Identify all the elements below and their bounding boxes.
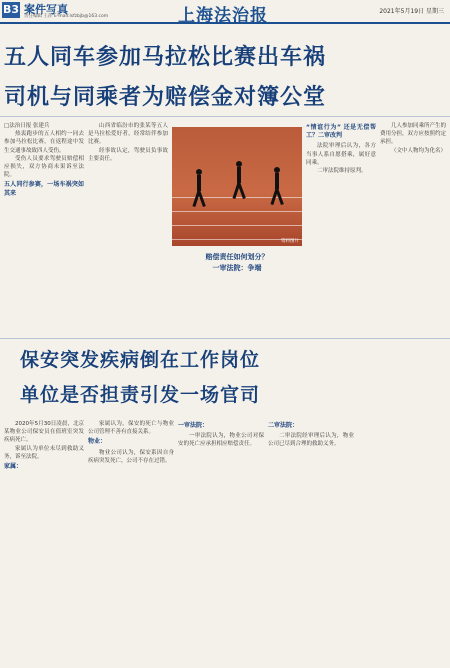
article1-subhead-2: 赔偿责任如何划分？ — [205, 253, 269, 261]
paragraph: 二审法院维持原判。 — [317, 168, 367, 175]
paragraph: 2020年5月30日凌晨，北京某物业公司保安员在值班室突发疾病死亡。 — [4, 421, 84, 444]
article1-column-2 — [88, 122, 168, 332]
paragraph: 经事故认定，驾驶员负事故主要责任。 — [88, 147, 168, 162]
dateline: 2021年5月19日 星期三 — [379, 8, 444, 15]
paragraph: 热衷跑步的五人相约一同去参加马拉松比赛，在返程途中发生交通事故致四人受伤。 — [4, 131, 84, 154]
section-editor-line: 责任编辑 王萍 E-mail:lsfzbjb@163.com — [24, 14, 109, 19]
runner-silhouette-icon — [270, 167, 284, 205]
divider — [0, 338, 450, 339]
paragraph: 几人参加同乘所产生的费用分担，双方应按照约定承担。 — [380, 123, 446, 146]
runner-silhouette-icon — [232, 161, 246, 199]
section-number: B3 — [2, 3, 20, 16]
article2-column-2 — [88, 420, 174, 664]
article2-subhead-4: 二审法院： — [268, 422, 299, 429]
article1-column-4 — [380, 122, 446, 332]
article2-subhead-3: 一审法院： — [178, 422, 209, 429]
article1-byline: □法治日报 张建兵 — [4, 123, 50, 129]
article2-column-5 — [358, 350, 446, 664]
section-name: 案件写真 — [24, 3, 68, 16]
paragraph: （文中人物均为化名） — [391, 147, 446, 154]
article2-subhead-1: 家属： — [4, 463, 23, 471]
runner-silhouette-icon — [192, 169, 206, 207]
paragraph: 法院审理后认为，各方当事人系自愿搭乘，属好意同乘。 — [306, 143, 376, 166]
paragraph: 家属认为，保安的死亡与物业公司管理不善有直接关系。 — [88, 421, 174, 436]
article1-under-photo — [172, 250, 302, 332]
divider — [0, 116, 450, 117]
article2-subhead-2: 物业： — [88, 438, 107, 446]
article2-column-1 — [4, 420, 84, 664]
photo-caption: 资料图片 — [281, 239, 299, 244]
newspaper-masthead: 上海法治报 — [178, 6, 268, 26]
article1-column-3 — [306, 122, 376, 332]
article1-subhead-4: “情谊行为” 还是无偿帮工？二审改判 — [306, 124, 376, 140]
article2-headline-line2: 单位是否担责引发一场官司 — [20, 384, 261, 406]
article2-headline-line1: 保安突发疾病倒在工作岗位 — [20, 349, 261, 371]
article1-subhead-3: 一审法院：争端 — [212, 264, 262, 273]
article2-column-4 — [268, 420, 354, 664]
paragraph: 家属认为单位未尽到救助义务，诉至法院。 — [4, 445, 84, 460]
article1-column-1 — [4, 122, 84, 332]
article1-subhead-1: 五人同行参赛，一场车祸突如其来 — [4, 181, 84, 197]
paragraph: 山西省临汾市的张某等五人是马拉松爱好者，经常结伴参加比赛。 — [88, 123, 168, 146]
article2-column-3 — [178, 420, 264, 664]
paragraph: 物业公司认为，保安系因自身疾病突发死亡，公司不存在过错。 — [88, 449, 174, 464]
paragraph: 二审法院经审理后认为，物业公司已尽到合理的救助义务。 — [268, 433, 354, 448]
article1-headline-line1: 五人同车参加马拉松比赛出车祸 — [4, 45, 327, 70]
marathon-photo — [172, 127, 302, 246]
paragraph: 受伤人员要求驾驶员赔偿相应损失，双方协商未果诉至法院。 — [4, 155, 84, 179]
article1-headline-line2: 司机与同乘者为赔偿金对簿公堂 — [4, 85, 327, 110]
page-header — [0, 0, 450, 24]
paragraph: 一审法院认为，物业公司对保安的死亡应承担相应赔偿责任。 — [178, 433, 264, 448]
